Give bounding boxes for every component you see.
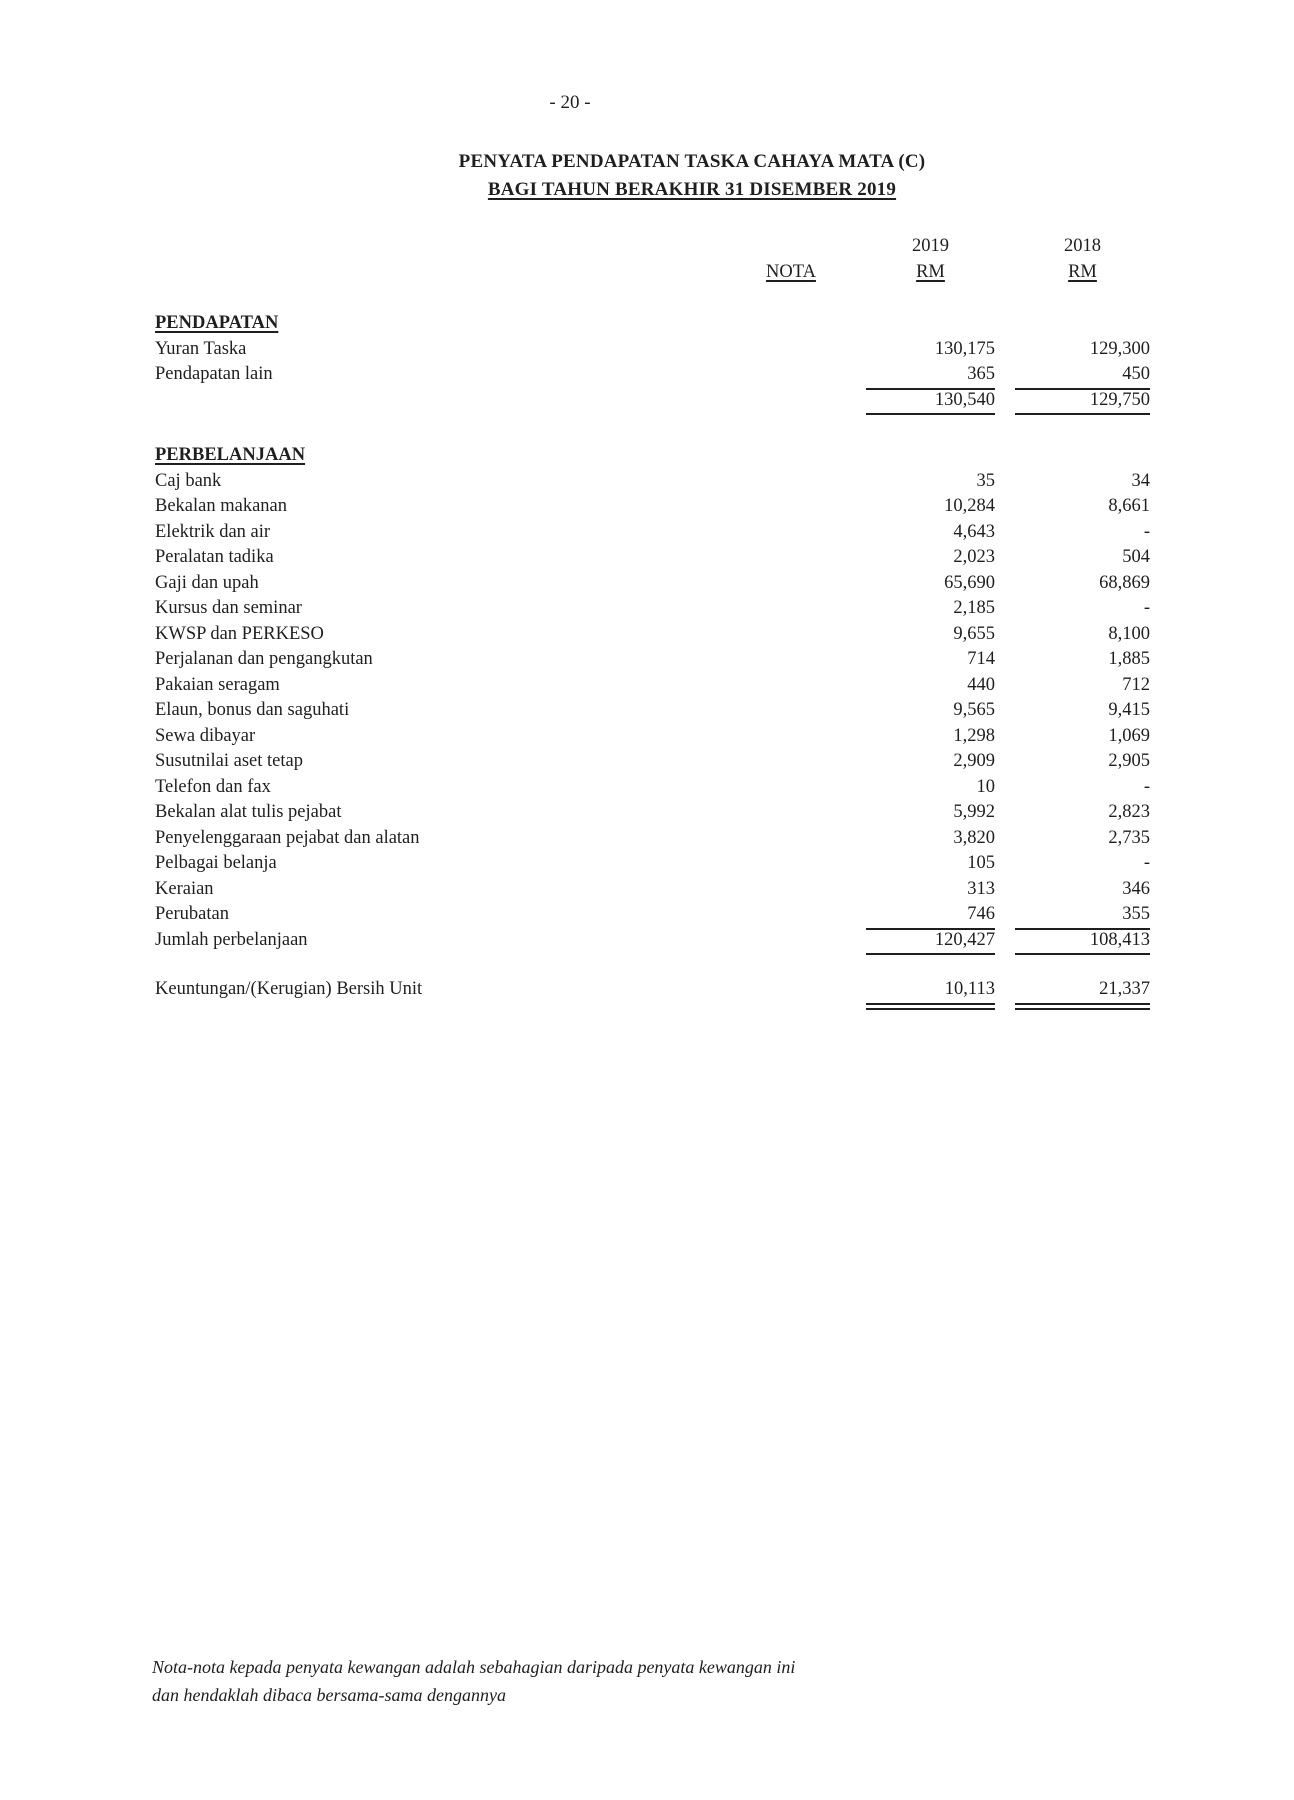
income-total-row	[155, 388, 1150, 414]
nota-cell	[716, 928, 866, 954]
value-2018: 712	[1122, 674, 1150, 695]
spacer-cell	[866, 443, 995, 469]
value-2019: 10,284	[944, 496, 995, 516]
value-2018: 2,823	[1108, 802, 1150, 822]
spacer-cell	[155, 1003, 716, 1011]
income-heading: PENDAPATAN	[155, 313, 279, 333]
nota-cell	[716, 902, 866, 928]
row-label: Gaji dan upah	[155, 572, 259, 593]
value-2018: 9,415	[1108, 700, 1150, 720]
value-2019: 313	[967, 878, 995, 899]
value-2019: 714	[967, 649, 995, 669]
row-label: Keraian	[155, 878, 214, 899]
value-2019: 2,185	[953, 598, 995, 618]
spacer-cell	[995, 673, 1015, 699]
value-2018: -	[1143, 521, 1150, 542]
spacer-cell	[995, 388, 1015, 414]
value-2019: 440	[967, 674, 995, 695]
nota-cell	[716, 724, 866, 750]
net-profit-2019: 10,113	[944, 979, 995, 999]
nota-cell	[716, 388, 866, 414]
spacer-cell	[995, 520, 1015, 546]
spacer-cell	[995, 545, 1015, 571]
value-2018: 129,300	[1089, 338, 1150, 359]
value-2019: 2,909	[953, 751, 995, 771]
value-2018: 8,661	[1108, 496, 1150, 516]
row-label: Bekalan makanan	[155, 496, 288, 516]
value-2019: 365	[866, 362, 995, 388]
table-row	[155, 902, 1150, 928]
table-row	[155, 877, 1150, 903]
table-row	[155, 469, 1150, 495]
spacer-cell	[995, 311, 1015, 337]
value-2019: 746	[866, 902, 995, 928]
value-2019: 2,023	[953, 547, 995, 567]
spacer-cell	[1015, 443, 1150, 469]
spacer-cell	[995, 800, 1015, 826]
spacer-cell	[995, 469, 1015, 495]
spacer-cell	[995, 1003, 1015, 1011]
column-header-rm-2018: RM	[1068, 262, 1097, 282]
spacer-cell	[995, 596, 1015, 622]
income-total-2019: 130,540	[866, 388, 995, 414]
spacer-cell	[995, 775, 1015, 801]
table-row	[155, 826, 1150, 852]
value-2018: 346	[1122, 878, 1150, 899]
column-header-nota: NOTA	[766, 262, 816, 282]
row-label: Bekalan alat tulis pejabat	[155, 802, 342, 822]
row-label	[155, 388, 716, 414]
nota-cell	[716, 977, 866, 1003]
expenses-total-2019: 120,427	[866, 928, 995, 954]
nota-cell	[716, 596, 866, 622]
value-2019: 35	[976, 470, 995, 491]
value-2019: 4,643	[953, 521, 995, 542]
value-2019: 3,820	[953, 827, 995, 848]
value-2018: 2,735	[1108, 827, 1150, 848]
double-rule-2019	[866, 1003, 995, 1011]
nota-cell	[716, 622, 866, 648]
nota-cell	[716, 362, 866, 388]
nota-cell	[716, 647, 866, 673]
column-header-2019: 2019	[912, 236, 949, 256]
nota-cell	[716, 337, 866, 363]
spacer-cell	[716, 311, 866, 337]
value-2018: 2,905	[1108, 751, 1150, 771]
page-number: - 20 -	[549, 92, 591, 113]
statement-title-line2: BAGI TAHUN BERAKHIR 31 DISEMBER 2019	[487, 179, 897, 200]
value-2018: 355	[1015, 902, 1150, 928]
row-label: Pakaian seragam	[155, 674, 280, 695]
statement-title-line1: PENYATA PENDAPATAN TASKA CAHAYA MATA (C)	[458, 151, 926, 172]
net-profit-row	[155, 977, 1150, 1003]
row-label: Elektrik dan air	[155, 521, 271, 542]
row-label: Perjalanan dan pengangkutan	[155, 649, 373, 669]
spacer-cell	[995, 571, 1015, 597]
table-row	[155, 545, 1150, 571]
row-label: KWSP dan PERKESO	[155, 623, 324, 644]
spacer-cell	[995, 928, 1015, 954]
value-2019: 105	[967, 853, 995, 873]
value-2018: 68,869	[1099, 572, 1150, 593]
nota-cell	[716, 545, 866, 571]
value-2018: 8,100	[1108, 623, 1150, 644]
spacer-cell	[995, 698, 1015, 724]
expenses-heading-row	[155, 443, 1150, 469]
row-label: Pelbagai belanja	[155, 853, 277, 873]
table-row	[155, 698, 1150, 724]
row-label: Penyelenggaraan pejabat dan alatan	[155, 827, 420, 848]
footer-note-line1: Nota-nota kepada penyata kewangan adalah sebahagian daripada penyata kewangan ini	[152, 1657, 796, 1677]
spacer-cell	[995, 724, 1015, 750]
nota-cell	[716, 520, 866, 546]
nota-cell	[716, 469, 866, 495]
nota-cell	[716, 749, 866, 775]
value-2019: 9,655	[953, 623, 995, 644]
nota-cell	[716, 800, 866, 826]
column-header-block	[155, 233, 1150, 285]
table-row	[155, 571, 1150, 597]
nota-cell	[716, 571, 866, 597]
column-header-rm-2019: RM	[916, 262, 945, 282]
value-2018: 504	[1122, 547, 1150, 567]
nota-cell	[716, 851, 866, 877]
table-row	[155, 800, 1150, 826]
value-2019: 9,565	[953, 700, 995, 720]
row-label: Susutnilai aset tetap	[155, 751, 303, 771]
value-2019: 5,992	[953, 802, 995, 822]
double-rule-2018	[1015, 1003, 1150, 1011]
spacer-cell	[995, 337, 1015, 363]
net-profit-label: Keuntungan/(Kerugian) Bersih Unit	[155, 979, 423, 999]
table-row	[155, 647, 1150, 673]
value-2019: 1,298	[953, 725, 995, 746]
nota-cell	[716, 877, 866, 903]
table-row	[155, 724, 1150, 750]
value-2019: 10	[976, 776, 995, 797]
nota-cell	[716, 673, 866, 699]
value-2019: 65,690	[944, 572, 995, 593]
value-2018: 450	[1015, 362, 1150, 388]
nota-cell	[716, 775, 866, 801]
spacer-cell	[995, 443, 1015, 469]
spacer-cell	[995, 647, 1015, 673]
spacer-cell	[995, 877, 1015, 903]
row-label: Elaun, bonus dan saguhati	[155, 700, 350, 720]
spacer-cell	[995, 977, 1015, 1003]
row-label: Yuran Taska	[155, 338, 247, 359]
spacer-cell	[716, 443, 866, 469]
income-statement-table	[155, 311, 1150, 1003]
expenses-heading: PERBELANJAAN	[155, 445, 306, 465]
value-2018: -	[1143, 853, 1150, 873]
spacer-cell	[995, 851, 1015, 877]
table-row	[155, 851, 1150, 877]
footer-note-line2: dan hendaklah dibaca bersama-sama dengannya	[152, 1685, 506, 1705]
table-row	[155, 520, 1150, 546]
row-label: Peralatan tadika	[155, 547, 274, 567]
column-header-year-row	[155, 233, 1150, 259]
column-header-2018: 2018	[1064, 236, 1101, 256]
value-2018: 1,069	[1108, 725, 1150, 746]
table-row	[155, 749, 1150, 775]
row-label: Perubatan	[155, 904, 229, 924]
spacer-cell	[995, 259, 1015, 285]
spacer-cell	[716, 1003, 866, 1011]
table-row	[155, 596, 1150, 622]
income-total-2018: 129,750	[1015, 388, 1150, 414]
value-2019: 130,175	[934, 338, 995, 359]
spacer-cell	[866, 311, 995, 337]
nota-cell	[716, 494, 866, 520]
table-row	[155, 775, 1150, 801]
spacer-cell	[995, 749, 1015, 775]
column-header-unit-row	[155, 259, 1150, 285]
nota-cell	[716, 698, 866, 724]
row-label: Telefon dan fax	[155, 776, 271, 797]
footer-note	[152, 1653, 1052, 1709]
spacer-cell	[995, 494, 1015, 520]
spacer-cell	[155, 233, 716, 259]
table-row	[155, 494, 1150, 520]
nota-cell	[716, 826, 866, 852]
row-label: Kursus dan seminar	[155, 598, 302, 618]
table-row	[155, 362, 1150, 388]
table-row	[155, 337, 1150, 363]
row-label: Pendapatan lain	[155, 364, 273, 384]
spacer-cell	[995, 622, 1015, 648]
expenses-total-label: Jumlah perbelanjaan	[155, 929, 308, 950]
expenses-total-row	[155, 928, 1150, 954]
expenses-total-2018: 108,413	[1015, 928, 1150, 954]
spacer-cell	[995, 826, 1015, 852]
value-2018: 1,885	[1108, 649, 1150, 669]
value-2018: -	[1143, 776, 1150, 797]
spacer-cell	[995, 362, 1015, 388]
table-row	[155, 673, 1150, 699]
table-row	[155, 622, 1150, 648]
section-gap	[155, 413, 1150, 443]
spacer-cell	[995, 902, 1015, 928]
value-2018: -	[1143, 598, 1150, 618]
section-gap	[155, 953, 1150, 977]
row-label: Caj bank	[155, 470, 222, 491]
statement-title-block	[90, 148, 1294, 204]
spacer-cell	[1015, 311, 1150, 337]
row-label: Sewa dibayar	[155, 725, 256, 746]
spacer-cell	[716, 233, 866, 259]
value-2018: 34	[1131, 470, 1150, 491]
income-heading-row	[155, 311, 1150, 337]
spacer-cell	[995, 233, 1015, 259]
net-profit-2018: 21,337	[1099, 979, 1150, 999]
spacer-cell	[155, 259, 716, 285]
